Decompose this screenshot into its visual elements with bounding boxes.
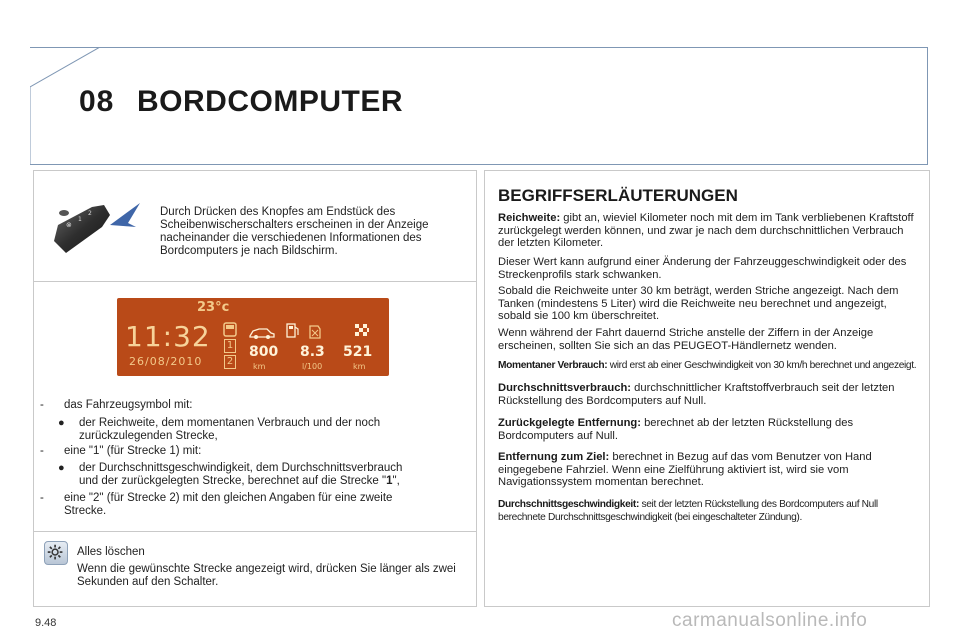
def-reichweite-dealer: Wenn während der Fahrt dauernd Striche anstelle der Ziffern in der Anzeige erscheinen, sollten Sie sich an das PEUGEOT-Händlernetz wenden.	[498, 327, 874, 352]
erase-all-text: Wenn die gewünschte Strecke angezeigt wird, drücken Sie länger als zwei Sekunden auf den Schalter.	[77, 563, 456, 588]
display-range-unit: km	[253, 362, 266, 371]
chapter-title: BORDCOMPUTER	[137, 85, 403, 118]
display-range-value: 800	[249, 344, 279, 360]
def-durchschnittsverbrauch: Durchschnittsverbrauch: durchschnittlicher Kraftstoffverbrauch seit der letzten Rückstellung des Bordcomputers auf Null.	[498, 382, 895, 407]
intro-text: Durch Drücken des Knopfes am Endstück des Scheibenwischerschalters erscheinen in der Anzeige nacheinander die verschiedenen Informationen des Bordcomputers je nach Bildschirm.	[160, 206, 429, 257]
gear-icon-glyph	[45, 542, 67, 564]
def-reichweite-variation: Dieser Wert kann aufgrund einer Änderung der Fahrzeuggeschwindigkeit oder des Streckenprofils stark schwanken.	[498, 256, 907, 281]
display-distance-unit: km	[353, 362, 366, 371]
def-zurueckgelegte-entfernung: Zurückgelegte Entfernung: berechnet ab der letzten Rückstellung des Bordcomputers auf Null.	[498, 417, 854, 442]
fuel-pump-icon	[285, 321, 301, 339]
def-reichweite-dashes: Sobald die Reichweite unter 30 km beträgt, werden Striche angezeigt. Nach dem Tanken (mindestens 5 Liter) wird die Reichweite neu berechnet und angezeigt, sobald sie 100 km überschreitet.	[498, 285, 899, 323]
svg-text:2: 2	[88, 210, 92, 217]
def-reichweite: Reichweite: gibt an, wieviel Kilometer noch mit dem im Tank verbliebenen Kraftstoff zurückgelegt werden können, und zwar je nach dem durchschnittlichen Verbrauch der letzten Kilometer.	[498, 212, 914, 250]
def-durchschnittsgeschwindigkeit: Durchschnittsgeschwindigkeit: seit der letzten Rückstellung des Bordcomputers auf Null berechnete Durchschnittsgeschwindigkeit (bei eingeschalteter Zündung).	[498, 499, 878, 523]
trip-computer-display	[117, 298, 389, 376]
list-dash: -	[40, 399, 44, 411]
display-time: 11:32	[125, 320, 211, 353]
svg-text:1: 1	[78, 216, 82, 223]
trip-1-indicator: 1	[224, 339, 236, 353]
list-dash: -	[40, 492, 44, 504]
watermark: carmanualsonline.info	[672, 610, 868, 631]
def-entfernung-zum-ziel: Entfernung zum Ziel: berechnet in Bezug auf das vom Benutzer von Hand eingegebene Fahrziel. Wenn eine Zielführung aktiviert ist, wird sie vom Navigationssystem momentan berechnet.	[498, 451, 872, 489]
display-consumption-unit: l/100	[302, 362, 323, 371]
definitions-title: BEGRIFFSERLÄUTERUNGEN	[498, 186, 738, 205]
list-bullet: ●	[58, 417, 65, 429]
display-temperature: 23°c	[197, 300, 230, 315]
left-divider-1	[34, 281, 476, 282]
erase-all-title: Alles löschen	[77, 546, 145, 558]
gear-icon	[44, 541, 68, 565]
jerrycan-icon	[307, 322, 323, 340]
left-divider-2	[34, 531, 476, 532]
car-icon	[222, 320, 238, 338]
display-distance-value: 521	[343, 344, 373, 360]
page-number: 9.48	[35, 617, 57, 629]
display-consumption-value: 8.3	[300, 344, 325, 360]
chapter-number: 08	[79, 85, 115, 118]
wiper-stalk-icon	[52, 197, 142, 261]
list-dash: -	[40, 445, 44, 457]
display-date: 26/08/2010	[129, 355, 203, 368]
list-bullet: ●	[58, 462, 65, 474]
def-momentaner-verbrauch: Momentaner Verbrauch: wird erst ab einer Geschwindigkeit von 30 km/h berechnet und angezeigt.	[498, 360, 917, 371]
svg-text:⊗: ⊗	[66, 221, 72, 229]
finish-flag-icon	[353, 322, 371, 338]
trip-2-indicator: 2	[224, 355, 236, 369]
vehicle-side-icon	[249, 326, 275, 340]
